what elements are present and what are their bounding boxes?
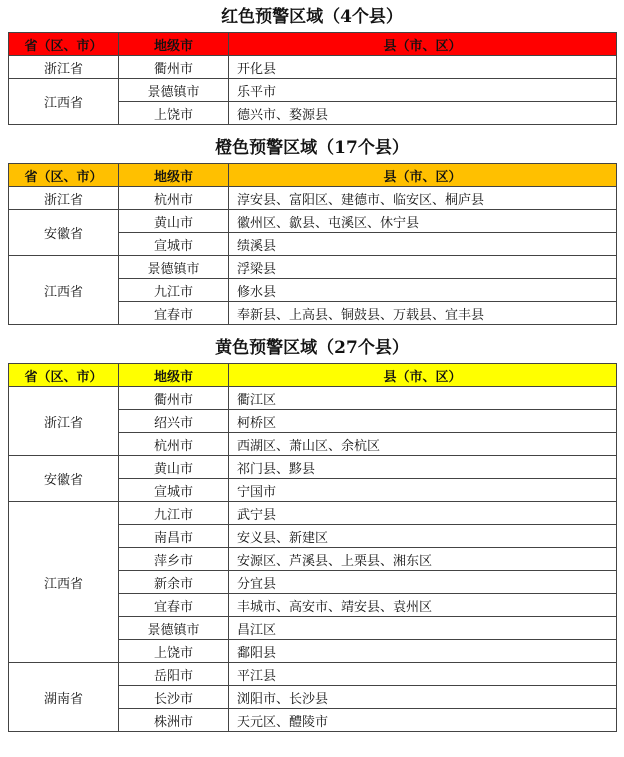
city-cell: 宣城市: [119, 479, 229, 502]
city-cell: 黄山市: [119, 456, 229, 479]
county-cell: 绩溪县: [229, 233, 617, 256]
header-county: 县（市、区）: [229, 164, 617, 187]
city-cell: 新余市: [119, 571, 229, 594]
table-row: [9, 456, 617, 479]
header-province: 省（区、市）: [9, 164, 119, 187]
table-row: [9, 56, 617, 79]
county-cell: 鄱阳县: [229, 640, 617, 663]
county-cell: 安源区、芦溪县、上栗县、湘东区: [229, 548, 617, 571]
table-header-row: [9, 164, 617, 187]
county-cell: 武宁县: [229, 502, 617, 525]
red-section-title: 红色预警区域（4个县）: [221, 7, 403, 27]
city-cell: 黄山市: [119, 210, 229, 233]
city-cell: 上饶市: [119, 102, 229, 125]
red-warning-table: [8, 32, 617, 125]
header-province: 省（区、市）: [9, 33, 119, 56]
city-cell: 杭州市: [119, 187, 229, 210]
city-cell: 杭州市: [119, 433, 229, 456]
city-cell: 宣城市: [119, 233, 229, 256]
header-city: 地级市: [119, 33, 229, 56]
header-county: 县（市、区）: [229, 33, 617, 56]
county-cell: 天元区、醴陵市: [229, 709, 617, 732]
county-cell: 柯桥区: [229, 410, 617, 433]
city-cell: 长沙市: [119, 686, 229, 709]
table-header-row: [9, 33, 617, 56]
city-cell: 南昌市: [119, 525, 229, 548]
county-cell: 安义县、新建区: [229, 525, 617, 548]
city-cell: 上饶市: [119, 640, 229, 663]
county-cell: 浮梁县: [229, 256, 617, 279]
county-cell: 浏阳市、长沙县: [229, 686, 617, 709]
county-cell: 平江县: [229, 663, 617, 686]
header-city: 地级市: [119, 164, 229, 187]
orange-warning-section: [0, 133, 624, 325]
table-row: [9, 210, 617, 233]
county-cell: 奉新县、上高县、铜鼓县、万载县、宜丰县: [229, 302, 617, 325]
county-cell: 丰城市、高安市、靖安县、袁州区: [229, 594, 617, 617]
city-cell: 绍兴市: [119, 410, 229, 433]
province-cell: 浙江省: [9, 56, 119, 79]
city-cell: 景德镇市: [119, 617, 229, 640]
yellow-warning-section: [0, 333, 624, 732]
province-cell: 安徽省: [9, 456, 119, 502]
table-header-row: [9, 364, 617, 387]
province-cell: 江西省: [9, 502, 119, 663]
province-cell: 江西省: [9, 79, 119, 125]
table-row: [9, 79, 617, 102]
province-cell: 浙江省: [9, 187, 119, 210]
city-cell: 萍乡市: [119, 548, 229, 571]
county-cell: 衢江区: [229, 387, 617, 410]
city-cell: 九江市: [119, 502, 229, 525]
county-cell: 德兴市、婺源县: [229, 102, 617, 125]
header-county: 县（市、区）: [229, 364, 617, 387]
table-row: [9, 387, 617, 410]
city-cell: 景德镇市: [119, 256, 229, 279]
county-cell: 淳安县、富阳区、建德市、临安区、桐庐县: [229, 187, 617, 210]
city-cell: 景德镇市: [119, 79, 229, 102]
orange-warning-table: [8, 163, 617, 325]
city-cell: 衢州市: [119, 56, 229, 79]
yellow-section-title: 黄色预警区域（27个县）: [215, 338, 409, 358]
header-city: 地级市: [119, 364, 229, 387]
county-cell: 分宜县: [229, 571, 617, 594]
city-cell: 株洲市: [119, 709, 229, 732]
county-cell: 开化县: [229, 56, 617, 79]
city-cell: 九江市: [119, 279, 229, 302]
city-cell: 岳阳市: [119, 663, 229, 686]
city-cell: 宜春市: [119, 302, 229, 325]
city-cell: 宜春市: [119, 594, 229, 617]
city-cell: 衢州市: [119, 387, 229, 410]
province-cell: 江西省: [9, 256, 119, 325]
county-cell: 徽州区、歙县、屯溪区、休宁县: [229, 210, 617, 233]
county-cell: 修水县: [229, 279, 617, 302]
province-cell: 湖南省: [9, 663, 119, 732]
county-cell: 西湖区、萧山区、余杭区: [229, 433, 617, 456]
yellow-warning-table: [8, 363, 617, 732]
table-row: [9, 256, 617, 279]
red-warning-section: [0, 2, 624, 125]
orange-section-title: 橙色预警区域（17个县）: [215, 138, 409, 158]
county-cell: 昌江区: [229, 617, 617, 640]
table-row: [9, 663, 617, 686]
county-cell: 祁门县、黟县: [229, 456, 617, 479]
table-row: [9, 502, 617, 525]
county-cell: 宁国市: [229, 479, 617, 502]
header-province: 省（区、市）: [9, 364, 119, 387]
province-cell: 浙江省: [9, 387, 119, 456]
province-cell: 安徽省: [9, 210, 119, 256]
table-row: [9, 187, 617, 210]
county-cell: 乐平市: [229, 79, 617, 102]
